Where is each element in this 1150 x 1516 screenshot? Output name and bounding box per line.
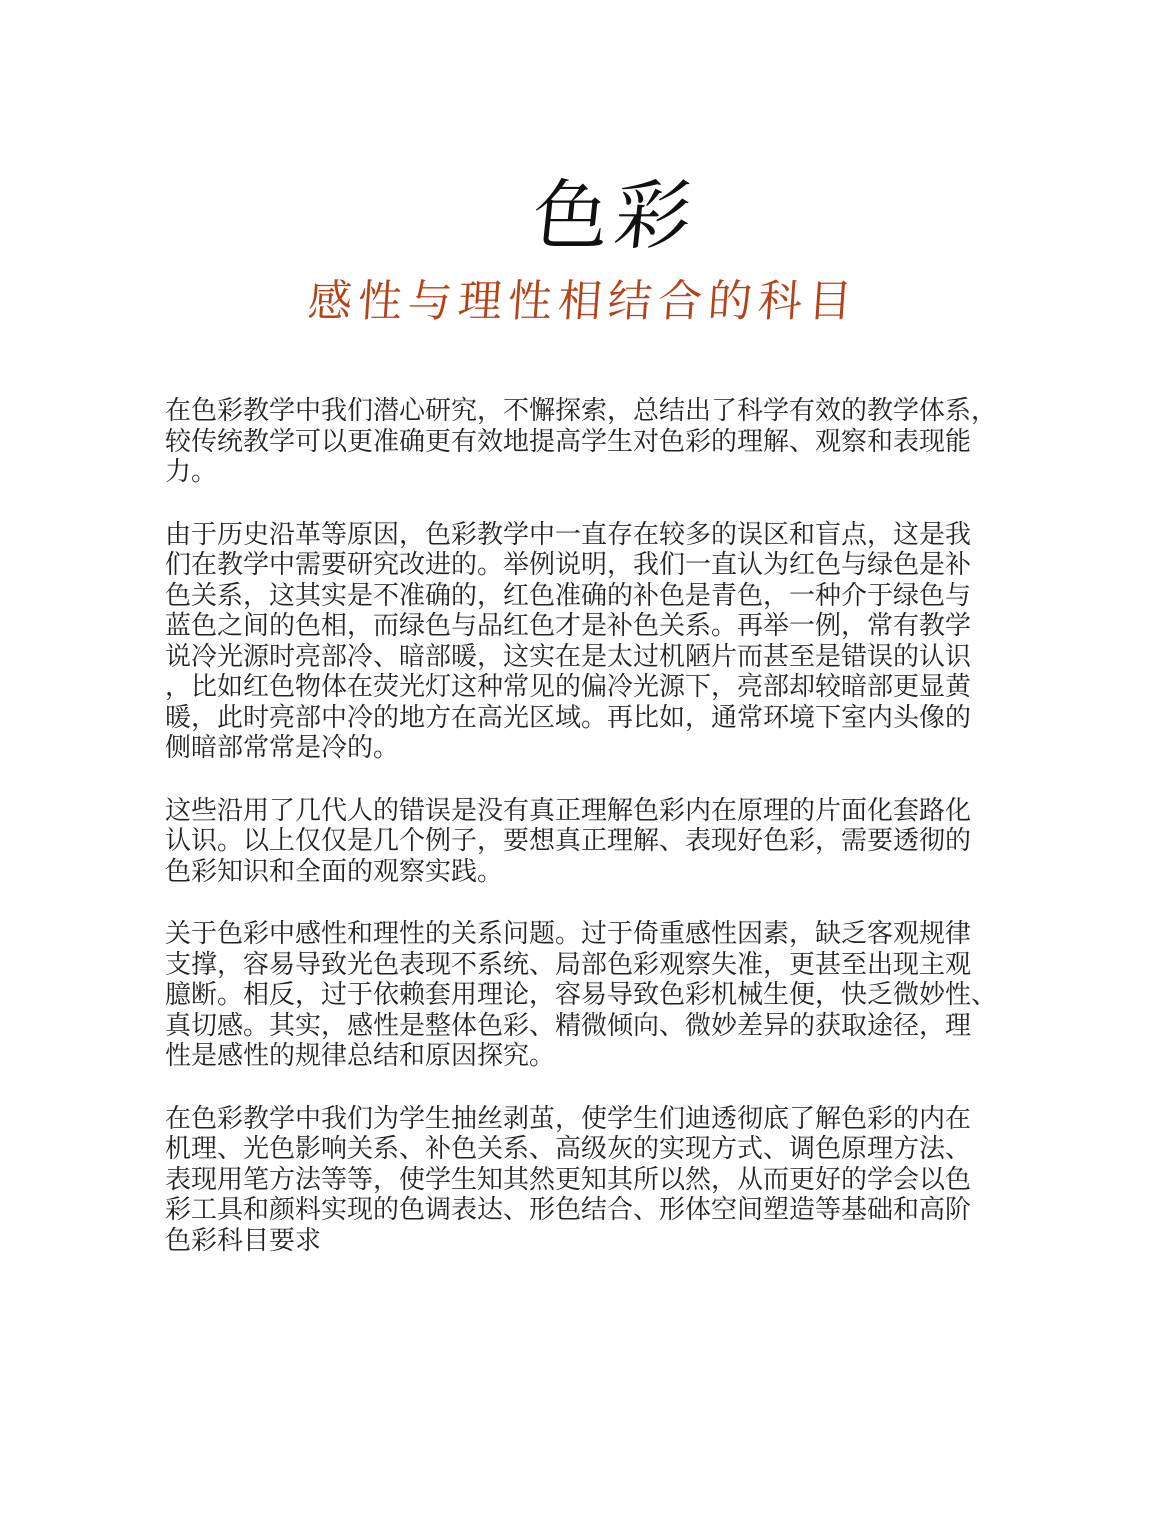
page-subtitle: 感性与理性相结合的科目 [306, 276, 860, 327]
paragraph-4: 关于色彩中感性和理性的关系问题。过于倚重感性因素，缺乏客观规律 支撑，容易导致光色表现不系统、局部色彩观察失准，更甚至出现主观 臆断。相反，过于依赖套用理论，容易导致色彩机械生便，快乏微妙性、 真切感。其实，感性是整体色彩、精微倾向、微妙差异的获取途径，理 性是感性的规律总结和原因探究。 [165, 919, 998, 1071]
paragraph-1: 在色彩教学中我们潜心研究，不懈探索，总结出了科学有效的教学体系， 较传统教学可以更准确更有效地提高学生对色彩的理解、观察和表现能 力。 [165, 396, 998, 487]
paragraph-2: 由于历史沿革等原因，色彩教学中一直存在较多的误区和盲点，这是我 们在教学中需要研究改进的。举例说明，我们一直认为红色与绿色是补 色关系，这其实是不准确的，红色准确的补色是青色，一种介于绿色与 蓝色之间的色相，而绿色与品红色才是补色关系。再举一例，常有教学 说冷光源时亮部冷、暗部暖，这实在是太过机陋片而甚至是错误的认识 ，比如红色物体在荧光灯这种常见的偏冷光源下，亮部却较暗部更显黄 暖，此时亮部中冷的地方在高光区域。再比如，通常环境下室内头像的 侧暗部常常是冷的。 [165, 519, 972, 763]
paragraph-5: 在色彩教学中我们为学生抽丝剥茧，使学生们迪透彻底了解色彩的内在 机理、光色影响关系、补色关系、高级灰的实现方式、调色原理方法、 表现用笔方法等等，使学生知其然更知其所以然，从而更好的学会以色 彩工具和颜料实现的色调表达、形色结合、形体空间塑造等基础和高阶 色彩科目要求 [165, 1103, 972, 1256]
heading-block [0, 168, 1150, 330]
page-title: 色彩 [528, 171, 702, 260]
body-text [165, 396, 1000, 1288]
paragraph-3: 这些沿用了几代人的错误是没有真正理解色彩内在原理的片面化套路化 认识。以上仅仅是几个例子，要想真正理解、表现好色彩，需要透彻的 色彩知识和全面的观察实践。 [165, 795, 972, 887]
